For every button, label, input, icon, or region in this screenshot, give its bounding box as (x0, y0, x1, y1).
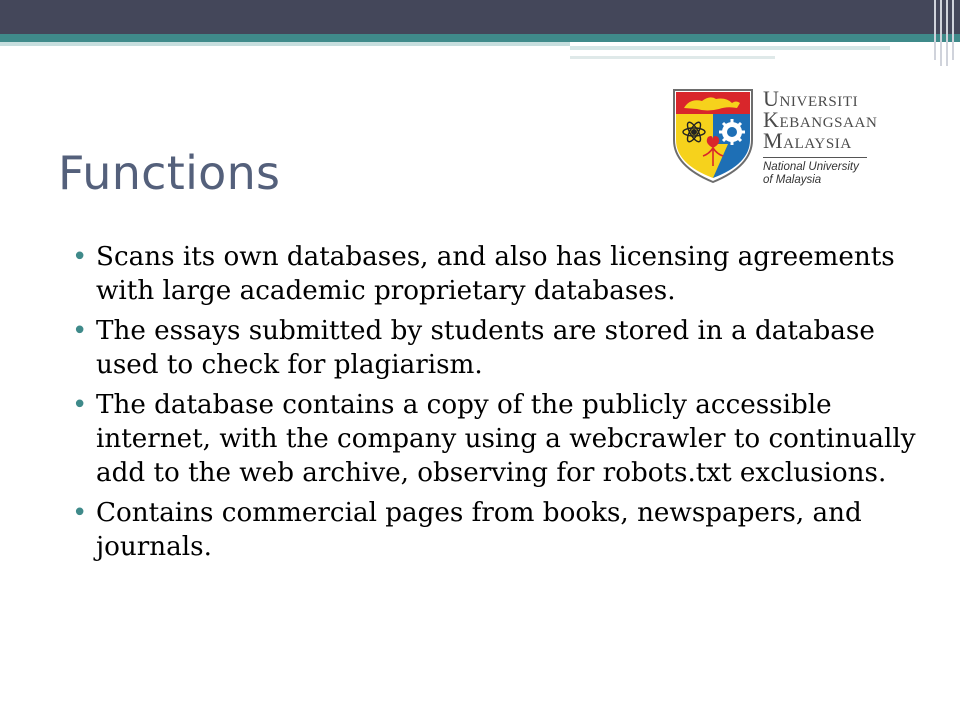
logo-word: ALAYSIA (783, 136, 852, 152)
header-line (570, 46, 890, 50)
bullet-item (72, 496, 942, 564)
bullet-dot-icon: • (72, 498, 88, 528)
header-line (0, 42, 570, 46)
bullet-text: Scans its own databases, and also has licensing agreements with large academic proprietary databases. (96, 242, 895, 306)
logo-initial: U (763, 86, 780, 111)
header-corner-bars (930, 0, 960, 66)
logo-subtitle: of Malaysia (763, 174, 822, 186)
bullet-item (72, 388, 942, 490)
bullet-text: The essays submitted by students are stored in a database used to check for plagiarism. (96, 316, 875, 380)
logo-word: EBANGSAAN (779, 115, 878, 131)
bullet-dot-icon: • (72, 390, 88, 420)
header-accent-stripe (0, 34, 960, 42)
bullet-text: The database contains a copy of the publicly accessible internet, with the company using a webcrawler to continually add to the web archive, observing for robots.txt exclusions. (96, 390, 916, 488)
bullet-dot-icon: • (72, 242, 88, 272)
bullet-dot-icon: • (72, 316, 88, 346)
bullet-item (72, 240, 942, 308)
header-band (0, 0, 960, 34)
slide-title: Functions (58, 146, 281, 200)
bullet-item (72, 314, 942, 382)
logo-word: NIVERSITI (779, 94, 859, 110)
logo-initial: K (763, 107, 780, 132)
bullet-list (72, 240, 942, 570)
bullet-text: Contains commercial pages from books, newspapers, and journals. (96, 498, 862, 562)
logo-initial: M (763, 128, 784, 153)
university-logo (672, 86, 878, 186)
logo-subtitle: National University (763, 161, 859, 173)
ukm-crest-icon (672, 86, 754, 184)
logo-divider (763, 157, 867, 158)
header-line (570, 56, 775, 59)
